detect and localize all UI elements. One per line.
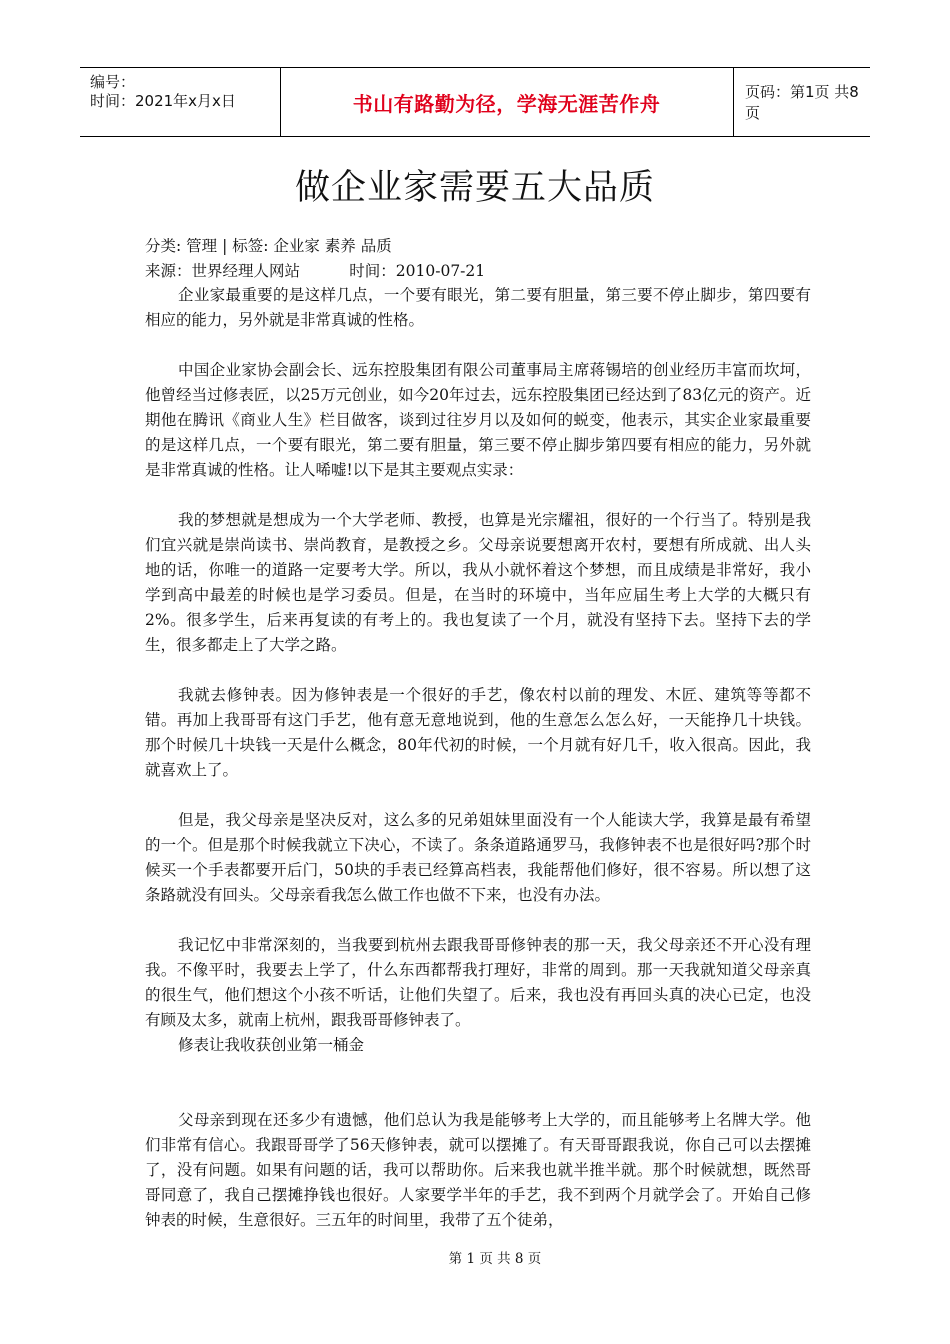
header-info-cell bbox=[80, 68, 281, 136]
header-page-cell bbox=[733, 68, 870, 136]
document-number: 编号： bbox=[90, 73, 136, 91]
paragraph: 但是，我父母亲是坚决反对，这么多的兄弟姐妹里面没有一个人能读大学，我算是最有希望的一个。但是那个时候我就立下决心，不读了。条条道路通罗马，我修钟表不也是很好吗?那个时候买一个手表都要开后门，50块的手表已经算高档表，我能帮他们修好，很不容易。所以想了这条路就没有回头。父母亲看我怎么做工作也做不下来，也没有办法。 bbox=[145, 811, 811, 904]
paragraph: 父母亲到现在还多少有遗憾，他们总认为我是能够考上大学的，而且能够考上名牌大学。他们非常有信心。我跟哥哥学了56天修钟表，就可以摆摊了。有天哥哥跟我说，你自己可以去摆摊了，没有问题。如果有问题的话，我可以帮助你。后来我也就半推半就。那个时候就想，既然哥哥同意了，我自己摆摊挣钱也很好。人家要学半年的手艺，我不到两个月就学会了。开始自己修钟表的时候，生意很好。三五年的时间里，我带了五个徒弟， bbox=[145, 1111, 811, 1229]
source-date-line: 来源：世界经理人网站 时间：2010-07-21 bbox=[145, 262, 486, 280]
paragraph: 我就去修钟表。因为修钟表是一个很好的手艺，像农村以前的理发、木匠、建筑等等都不错。再加上我哥哥有这门手艺，他有意无意地说到，他的生意怎么怎么好，一天能挣几十块钱。那个时候几十块钱一天是什么概念，80年代初的时候，一个月就有好几千，收入很高。因此，我就喜欢上了。 bbox=[145, 686, 811, 779]
paragraph: 中国企业家协会副会长、远东控股集团有限公司董事局主席蒋锡培的创业经历丰富而坎坷，他曾经当过修表匠，以25万元创业，如今20年过去，远东控股集团已经达到了83亿元的资产。近期他在腾讯《商业人生》栏目做客，谈到过往岁月以及如何的蜕变，他表示，其实企业家最重要的是这样几点，一个要有眼光，第二要有胆量，第三要不停止脚步第四要有相应的能力，另外就是非常真诚的性格。让人唏嘘!以下是其主要观点实录： bbox=[145, 361, 811, 479]
document-date: 时间：2021年x月x日 bbox=[90, 92, 236, 110]
paragraph: 企业家最重要的是这样几点，一个要有眼光，第二要有胆量，第三要不停止脚步，第四要有相应的能力，另外就是非常真诚的性格。 bbox=[145, 286, 811, 329]
section-heading: 修表让我收获创业第一桶金 bbox=[178, 1036, 365, 1054]
page-indicator: 页码：第1页 共8页 bbox=[745, 83, 859, 122]
page-footer: 第 1 页 共 8 页 bbox=[448, 1251, 542, 1267]
document-title: 做企业家需要五大品质 bbox=[294, 168, 655, 208]
page-header bbox=[80, 67, 870, 137]
category-tags-line: 分类: 管理 | 标签: 企业家 素养 品质 bbox=[145, 237, 392, 255]
article-body bbox=[145, 283, 811, 1258]
motto: 书山有路勤为径，学海无涯苦作舟 bbox=[352, 91, 661, 116]
paragraph: 我记忆中非常深刻的，当我要到杭州去跟我哥哥修钟表的那一天，我父母亲还不开心没有理我。不像平时，我要去上学了，什么东西都帮我打理好，非常的周到。那一天我就知道父母亲真的很生气，他们想这个小孩不听话，让他们失望了。后来，我也没有再回头真的决心已定，也没有顾及太多，就南上杭州，跟我哥哥修钟表了。 bbox=[145, 936, 811, 1029]
paragraph: 我的梦想就是想成为一个大学老师、教授，也算是光宗耀祖，很好的一个行当了。特别是我们宜兴就是崇尚读书、崇尚教育，是教授之乡。父母亲说要想离开农村，要想有所成就、出人头地的话，你唯一的道路一定要考大学。所以，我从小就怀着这个梦想，而且成绩是非常好，我小学到高中最差的时候也是学习委员。但是，在当时的环境中，当年应届生考上大学的大概只有2%。很多学生，后来再复读的有考上的。我也复读了一个月，就没有坚持下去。坚持下去的学生，很多都走上了大学之路。 bbox=[145, 511, 811, 654]
header-motto-cell bbox=[280, 68, 734, 136]
